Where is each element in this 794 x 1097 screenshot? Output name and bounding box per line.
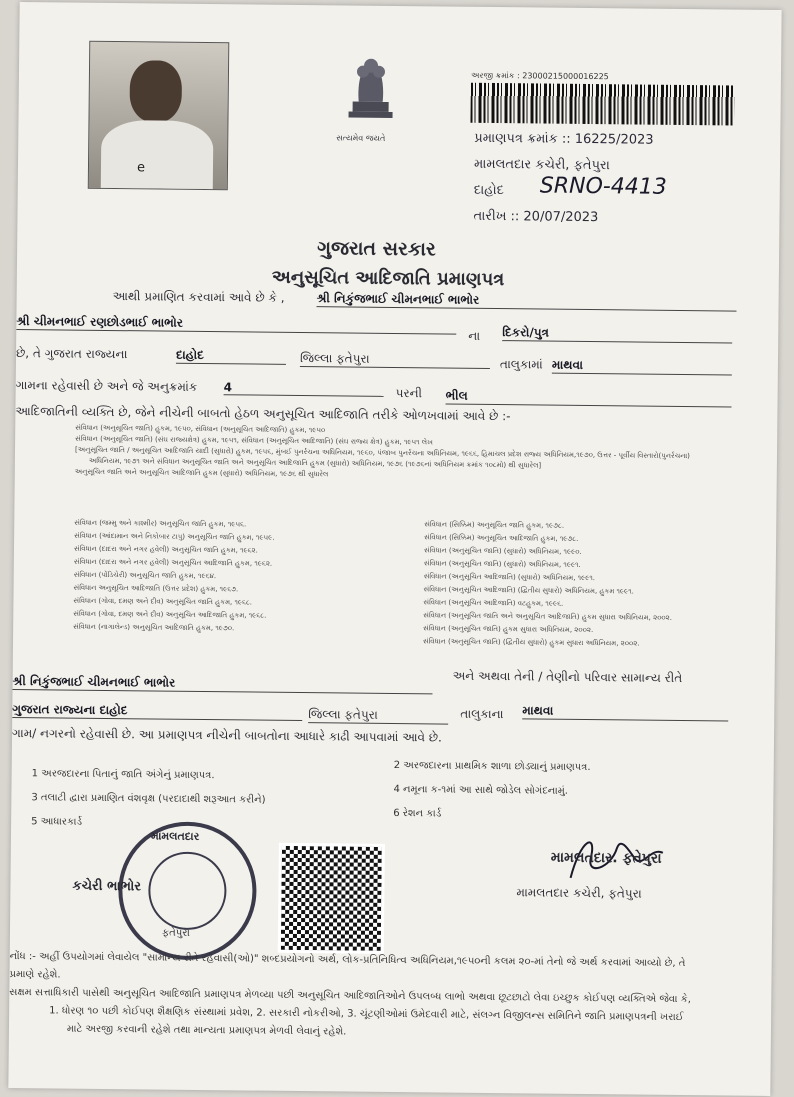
document-item: 3 તલાટી દ્વારા પ્રમાણિત વંશવૃક્ષ (પરદાદાથી શરૂઆત કરીને) <box>31 792 266 806</box>
laws-left-column <box>73 517 404 637</box>
serial-suffix: પરની <box>395 385 423 401</box>
family-district: જિલ્લા ફતેપુરા <box>308 707 448 724</box>
law-item: સંવિધાન (અનુસૂચિત જાતિ) (સુધારો) અધિનિયમ, ૧૯૯૧. <box>423 559 581 569</box>
state-prefix: છે, તે ગુજરાત રાજ્યના <box>15 346 128 362</box>
emblem-motto: સત્યમેવ જયતે <box>336 133 386 143</box>
barcode <box>470 83 734 126</box>
dahod-label: દાહોદ <box>473 182 505 199</box>
footnote-line: સક્ષમ સત્તાધિકારી પાસેથી અનુસૂચિત આદિજાતિ પ્રમાણપત્ર મેળવ્યા પછી અનુસૂચિત આદિજાતિઓને ઉપલબ્ધ લાભો અથવા છૂટછાટો લેવા ઇચ્છુક કોઈપણ વ્યક્તિએ જેવા કે, <box>9 986 691 1006</box>
footnote-line: પ્રમાણે રહેશે. <box>9 968 61 981</box>
serial-number: 4 <box>224 380 384 397</box>
certify-intro: આથી પ્રમાણિત કરવામાં આવે છે કે , <box>112 289 285 305</box>
taluka-label: તાલુકામાં <box>499 357 543 372</box>
document-item: 6 રેશન કાર્ડ <box>393 807 442 820</box>
verification-qr-code <box>278 843 385 954</box>
family-holder-name: શ્રી નિકુંજભાઈ ચીમનભાઈ ભાભોર <box>13 674 433 694</box>
legal-ref-line: સંવિધાન (અનુસૂચિત જાતિ) (સંઘ રાજ્યક્ષેત્ર) હુકમ, ૧૯૫૧, સંવિધાન (અનુસૂચિત આદિજાતિ) (સંઘ રાજ્ય ક્ષેત્ર) હુકમ, ૧૯૫૧ લેખ <box>75 434 433 447</box>
issue-date: તારીખ :: 20/07/2023 <box>473 208 599 226</box>
seal-top-text: મામલતદાર <box>150 829 200 843</box>
law-item: સંવિધાન (અનુસૂચિત જાતિ) (સુધારો) અધિનિયમ, ૧૯૯૦. <box>423 546 582 556</box>
family-text: અને અથવા તેની / તેણીનો પરિવાર સામાન્ય રીતે <box>452 668 683 686</box>
relation: દિકરો/પુત્ર <box>502 325 732 343</box>
document-item: 5 આધારકાર્ડ <box>31 816 83 828</box>
barcode-label: અરજી ક્રમાંક : 23000215000016225 <box>470 70 609 82</box>
issuing-office: મામલતદાર કચેરી, ફતેપુરા <box>473 156 610 174</box>
legal-references <box>75 423 756 485</box>
law-item: સંવિધાન (ગોવા, દમણ અને દીવ) અનુસૂચિત આદિજાતિ હુકમ, ૧૯૬૮. <box>73 609 267 620</box>
footnote-line: નોંધ :- અહીં ઉપયોગમાં લેવાયેલ "સામાન્ય રીતે રહેવાસી(ઓ)" શબ્દપ્રયોગનો અર્થ, લોક-પ્રતિનિધિત્વ અધિનિયમ,૧૯૫૦ની કલમ ૨૦-માં તેનો જે અર્થ કરવામાં આવ્યો છે, તે <box>9 950 686 970</box>
father-name: શ્રી ચીમનભાઈ રણછોડભાઈ ભાભોર <box>16 314 456 335</box>
district: દાહોદ <box>176 348 286 365</box>
laws-right-column <box>423 518 754 651</box>
law-item: સંવિધાન (ગોવા, દમણ અને દીવ) અનુસૂચિત જાતિ હુકમ, ૧૯૬૮. <box>73 596 253 607</box>
law-item: સંવિધાન (અનુસૂચિત જાતિ) હુકમ સુધારા અધિનિયમ, ૨૦૦૨. <box>423 624 594 635</box>
family-taluka-label: તાલુકાના <box>460 706 504 722</box>
signatory-office: મામલતદાર કચેરી, ફતેપુરા <box>516 885 642 901</box>
document-item: 1 અરજદારના પિતાનું જાતિ અંગેનું પ્રમાણપત્ર. <box>31 768 215 782</box>
seal-bottom-text: ફતેપુરા <box>161 927 190 939</box>
law-item: સંવિધાન (અનુસૂચિત જાતિ) (દ્વિતીય સુધારો) હુકમ સુધારા અધિનિયમ, ૨૦૦૨. <box>422 637 640 648</box>
resident-line: ગામના રહેવાસી છે અને જે અનુક્રમાંક <box>15 378 198 394</box>
law-item: સંવિધાન (સિક્કિમ) અનુસૂચિત આદિજાતિ હુકમ, ૧૯૭૮. <box>424 533 579 543</box>
applicant-photo: e <box>88 41 230 190</box>
law-item: સંવિધાન (આંદામાન અને નિકોબાર ટાપુ) અનુસૂચિત જાતિ હુકમ, ૧૯૫૯. <box>74 531 275 542</box>
law-item: સંવિધાન (જમ્મુ અને કાશ્મીર) અનુસૂચિત જાતિ હુકમ, ૧૯૫૬. <box>74 518 247 529</box>
tribe-line: આદિજાતિની વ્યક્તિ છે, જેને નીચેની બાબતો હેઠળ અનુસૂચિત આદિજાતિ તરીકે ઓળખવામાં આવે છે :- <box>15 404 511 424</box>
document-item: 4 નમૂના ક-૧માં આ સાથે જોડેલ સોગંદનામું. <box>393 783 569 797</box>
certificate-sheet <box>8 2 781 1096</box>
legal-ref-line: [અનુસૂચિત જાતિ / અનુસૂચિત આદિજાતિ યાદી (સુધારો) હુકમ, ૧૯૫૬, મુંબઈ પુનર્રચના અધિનિયમ, ૧૯૬૦, પંજાબ પુનર્રચના અધિનિયમ, ૧૯૬૬, હિમાચલ પ્રદેશ રાજ્ય અધિનિયમ,૧૯૭૦, ઉત્તર - પૂર્વીય વિસ્તારો(પુનર્રચના) <box>74 445 690 461</box>
national-emblem-icon <box>338 49 403 140</box>
footnote-line: 1. ધોરણ ૧૦ પછી કોઈપણ શૈક્ષણિક સંસ્થામાં પ્રવેશ, 2. સરકારી નોકરીઓ, 3. ચૂંટણીઓમાં ઉમેદવારી માટે, સંલગ્ન વિજીલન્સ સમિતિને જાતિ પ્રમાણપત્રની ખરાઈ <box>49 1005 684 1024</box>
law-item: સંવિધાન (અનુસૂચિત આદિજાતિ) (દ્વિતીય સુધારો) અધિનિયમ, હુકમ ૧૯૯૧. <box>423 585 634 596</box>
certificate-number: પ્રમાણપત્ર ક્રમાંક :: 16225/2023 <box>474 130 654 148</box>
document-item: 2 અરજદારના પ્રાથમિક શાળા છોડ્યાનું પ્રમાણપત્ર. <box>393 759 591 774</box>
law-item: સંવિધાન (અનુસૂચિત આદિજાતિ) વટહુકમ, ૧૯૯૬. <box>423 598 564 608</box>
footnote-line: માટે અરજી કરવાની રહેશે તથા માન્યતા પ્રમાણપત્ર મેળવી લેવાનું રહેશે. <box>66 1023 347 1038</box>
government-title: ગુજરાત સરકાર <box>317 237 436 261</box>
law-item: સંવિધાન (દાદરા અને નગર હવેલી) અનુસૂચિત જાતિ હુકમ, ૧૯૬૨. <box>73 544 258 555</box>
holder-name: શ્રી નિકુંજભાઈ ચીમનભાઈ ભાભોર <box>317 291 737 311</box>
family-village: માથવા <box>522 703 728 721</box>
law-item: સંવિધાન (અનુસૂચિત આદિજાતિ) (સુધારો) અધિનિયમ, ૧૯૯૧. <box>423 572 596 583</box>
tribe: ભીલ <box>446 389 732 408</box>
village: માથવા <box>552 358 732 376</box>
signature-stamp: મામલતદાર. ફતેપુરા <box>550 849 662 867</box>
district-label: જિલ્લા ફતેપુરા <box>300 351 490 369</box>
family-state-line: ગુજરાત રાજ્યના દાહોદ <box>12 702 302 721</box>
law-item: સંવિધાન (દાદરા અને નગર હવેલી) અનુસૂચિત આદિજાતિ હુકમ, ૧૯૬૨. <box>73 557 273 568</box>
handwritten-register-number: SRNO-4413 <box>539 173 667 200</box>
seal-middle-text: કચેરી ભાભોર <box>72 878 142 895</box>
family-resident-line: ગામ/ નગરનો રહેવાસી છે. આ પ્રમાણપત્ર નીચેની બાબતોના આધારે કાઢી આપવામાં આવે છે. <box>11 726 442 745</box>
law-item: સંવિધાન (નાગાલેન્ડ) અનુસૂચિત આદિજાતિ હુકમ, ૧૯૭૦. <box>73 622 235 633</box>
footnote <box>9 948 770 1046</box>
legal-ref-line: અનુસૂચિત જાતિ અને અનુસૂચિત આદિજાતિ હુકમ (સુધારો) અધિનિયમ, ૧૯૭૬ થી સુધારેલ <box>74 467 329 479</box>
law-item: સંવિધાન (પોંડિચેરી) અનુસૂચિત જાતિ હુકમ, ૧૯૬૪. <box>73 570 217 581</box>
law-item: સંવિધાન (અનુસૂચિત જાતિ અને અનુસૂચિત આદિજાતિ) હુકમ સુધારા અધિનિયમ, ૨૦૦૨. <box>423 611 673 622</box>
law-item: સંવિધાન (સિક્કિમ) અનુસૂચિત જાતિ હુકમ, ૧૯૭૮. <box>424 520 565 530</box>
relation-prefix: ના <box>468 328 481 343</box>
legal-ref-line: અધિનિયમ, ૧૯૭૧ અને સંવિધાન અનુસૂચિત જાતિ અને અનુસૂચિત આદિજાતિ હુકમ (સુધારો) અધિનિયમ, ૧૯૭૬ (૧૯૭૬નાં અધિનિયમ ક્રમાંક ૧૦૮મો) થી સુધારેલ] <box>88 456 542 470</box>
legal-ref-line: સંવિધાન (અનુસૂચિત જાતિ) હુકમ, ૧૯૫૦, સંવિધાન (અનુસૂચિત આદિજાતિ) હુકમ, ૧૯૫૦ <box>75 423 326 435</box>
law-item: સંવિધાન અનુસૂચિત આદિજાતિ (ઉત્તર પ્રદેશ) હુકમ, ૧૯૬૭. <box>73 583 239 594</box>
certificate-title: અનુસૂચિત આદિજાતિ પ્રમાણપત્ર <box>271 266 505 291</box>
